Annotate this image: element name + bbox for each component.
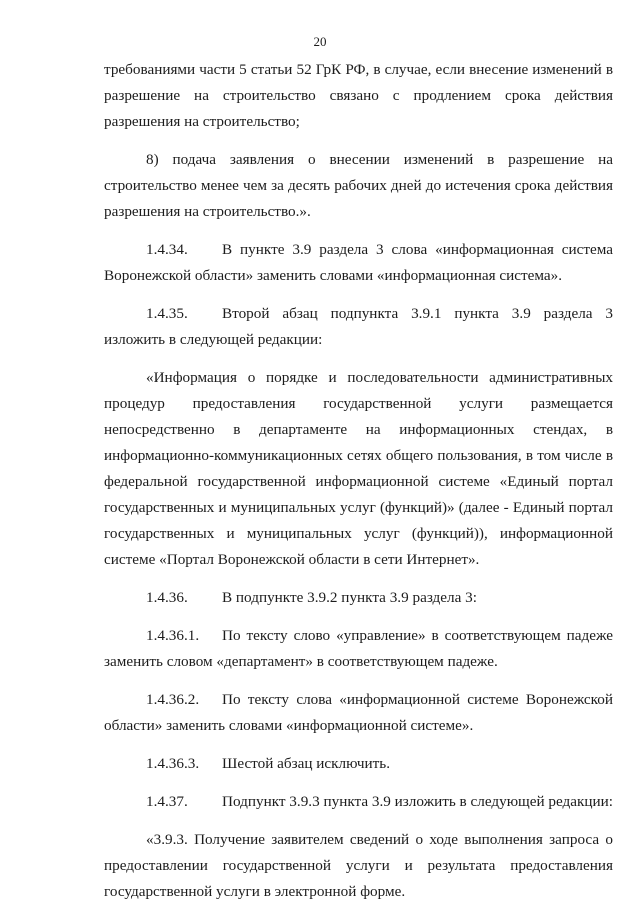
numbered-item [104, 751, 613, 777]
item-number: 1.4.35. [146, 305, 188, 322]
numbered-item [104, 687, 613, 739]
item-text: Шестой абзац исключить. [222, 755, 390, 772]
item-number: 1.4.36.2. [146, 691, 200, 708]
paragraph: «3.9.3. Получение заявителем сведений о ходе выполнения запроса о предоставлении государственной услуги и результата предоставления государственной услуги в электронной форме. [104, 831, 613, 900]
document-body [104, 57, 613, 917]
numbered-item [104, 301, 613, 353]
item-text: В пункте 3.9 раздела 3 слова «информационная система Воронежской области» заменить словами «информационная система». [104, 241, 613, 284]
numbered-item [104, 237, 613, 289]
item-text: В подпункте 3.9.2 пункта 3.9 раздела 3: [222, 589, 477, 606]
numbered-item [104, 789, 613, 815]
item-number: 1.4.34. [146, 241, 188, 258]
item-number: 1.4.36.3. [146, 755, 200, 772]
item-text: По тексту слово «управление» в соответствующем падеже заменить словом «департамент» в соответствующем падеже. [104, 627, 613, 670]
paragraph: 8) подача заявления о внесении изменений в разрешение на строительство менее чем за десять рабочих дней до истечения срока действия разрешения на строительство.». [104, 151, 613, 220]
item-number: 1.4.37. [146, 793, 188, 810]
item-text: Второй абзац подпункта 3.9.1 пункта 3.9 раздела 3 изложить в следующей редакции: [104, 305, 613, 348]
numbered-item [104, 585, 613, 611]
item-text: Подпункт 3.9.3 пункта 3.9 изложить в следующей редакции: [222, 793, 613, 810]
paragraph: «Информация о порядке и последовательности административных процедур предоставления государственной услуги размещается непосредственно в департаменте на информационных стендах, в информационно-коммуникационных сетях общего пользования, в том числе в федеральной государственной информационной системе «Единый портал государственных и муниципальных услуг (функций)» (далее - Единый портал государственных и муниципальных услуг (функций)), информационной системе «Портал Воронежской области в сети Интернет». [104, 369, 613, 568]
paragraph: требованиями части 5 статьи 52 ГрК РФ, в случае, если внесение изменений в разрешение на строительство связано с продлением срока действия разрешения на строительство; [104, 61, 613, 130]
item-number: 1.4.36.1. [146, 627, 200, 644]
item-text: По тексту слова «информационной системе Воронежской области» заменить словами «информационной системе». [104, 691, 613, 734]
numbered-item [104, 623, 613, 675]
page-number: 20 [313, 34, 327, 49]
item-number: 1.4.36. [146, 589, 188, 606]
